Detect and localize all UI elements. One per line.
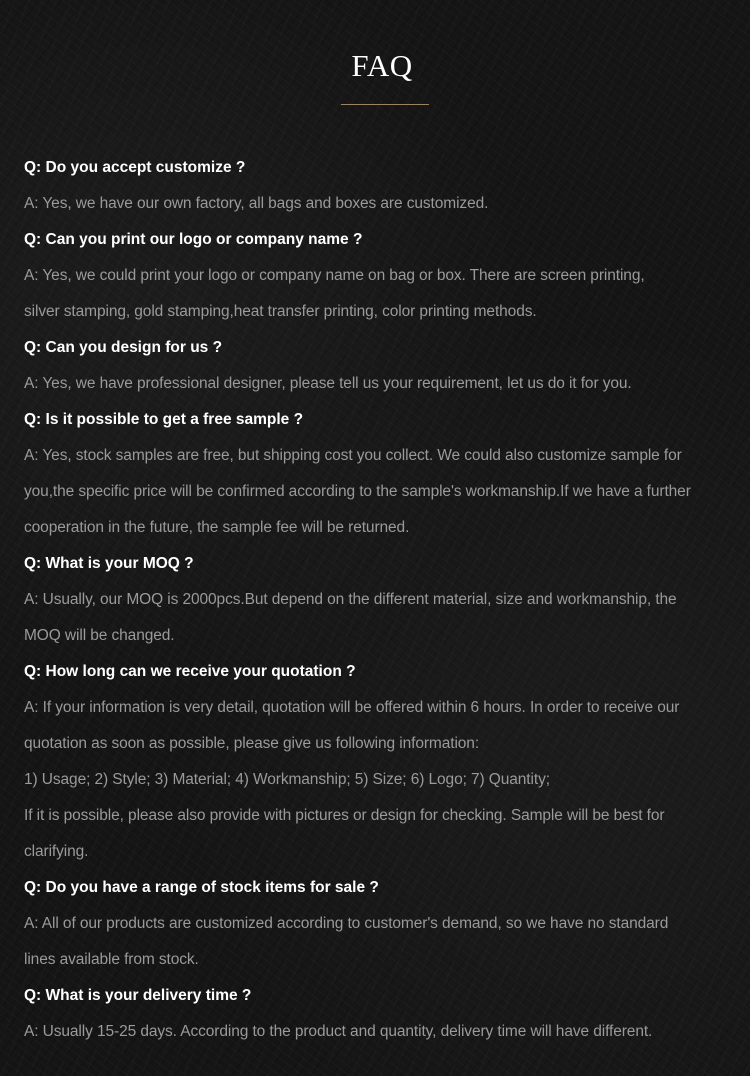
faq-answer-line: A: If your information is very detail, quotation will be offered within 6 hours. In order to receive our <box>24 699 680 716</box>
faq-question: Q: What is your MOQ ? <box>24 555 194 572</box>
faq-answer-line: A: Usually 15-25 days. According to the product and quantity, delivery time will have different. <box>24 1023 653 1040</box>
faq-answer-line: If it is possible, please also provide with pictures or design for checking. Sample will be best for <box>24 807 665 824</box>
faq-question: Q: Do you accept customize ? <box>24 159 246 176</box>
faq-question: Q: What is your delivery time ? <box>24 987 252 1004</box>
faq-answer-line: A: Yes, we have professional designer, please tell us your requirement, let us do it for you. <box>24 375 632 392</box>
faq-answer-line: A: Yes, we have our own factory, all bags and boxes are customized. <box>24 195 489 212</box>
faq-answer-line: you,the specific price will be confirmed according to the sample's workmanship.If we have a further <box>24 483 691 500</box>
faq-question: Q: How long can we receive your quotation ? <box>24 663 356 680</box>
faq-list <box>24 150 740 1050</box>
faq-answer-line: A: Yes, we could print your logo or company name on bag or box. There are screen printing, <box>24 267 645 284</box>
faq-question: Q: Can you print our logo or company name ? <box>24 231 363 248</box>
faq-answer-line: quotation as soon as possible, please give us following information: <box>24 735 480 752</box>
faq-question: Q: Is it possible to get a free sample ? <box>24 411 304 428</box>
title-underline <box>341 104 429 105</box>
faq-header <box>0 0 750 140</box>
faq-answer-line: A: Usually, our MOQ is 2000pcs.But depend on the different material, size and workmanship, the <box>24 591 677 608</box>
faq-answer-line: MOQ will be changed. <box>24 627 175 644</box>
faq-answer-line: silver stamping, gold stamping,heat transfer printing, color printing methods. <box>24 303 537 320</box>
faq-question: Q: Do you have a range of stock items for sale ? <box>24 879 379 896</box>
faq-answer-line: A: Yes, stock samples are free, but shipping cost you collect. We could also customize sample for <box>24 447 682 464</box>
faq-answer-line: lines available from stock. <box>24 951 199 968</box>
page-title: FAQ <box>351 48 413 83</box>
faq-answer-line: A: All of our products are customized according to customer's demand, so we have no standard <box>24 915 669 932</box>
faq-answer-line: cooperation in the future, the sample fee will be returned. <box>24 519 410 536</box>
faq-question: Q: Can you design for us ? <box>24 339 223 356</box>
faq-answer-line: 1) Usage; 2) Style; 3) Material; 4) Workmanship; 5) Size; 6) Logo; 7) Quantity; <box>24 771 550 788</box>
faq-answer-line: clarifying. <box>24 843 89 860</box>
